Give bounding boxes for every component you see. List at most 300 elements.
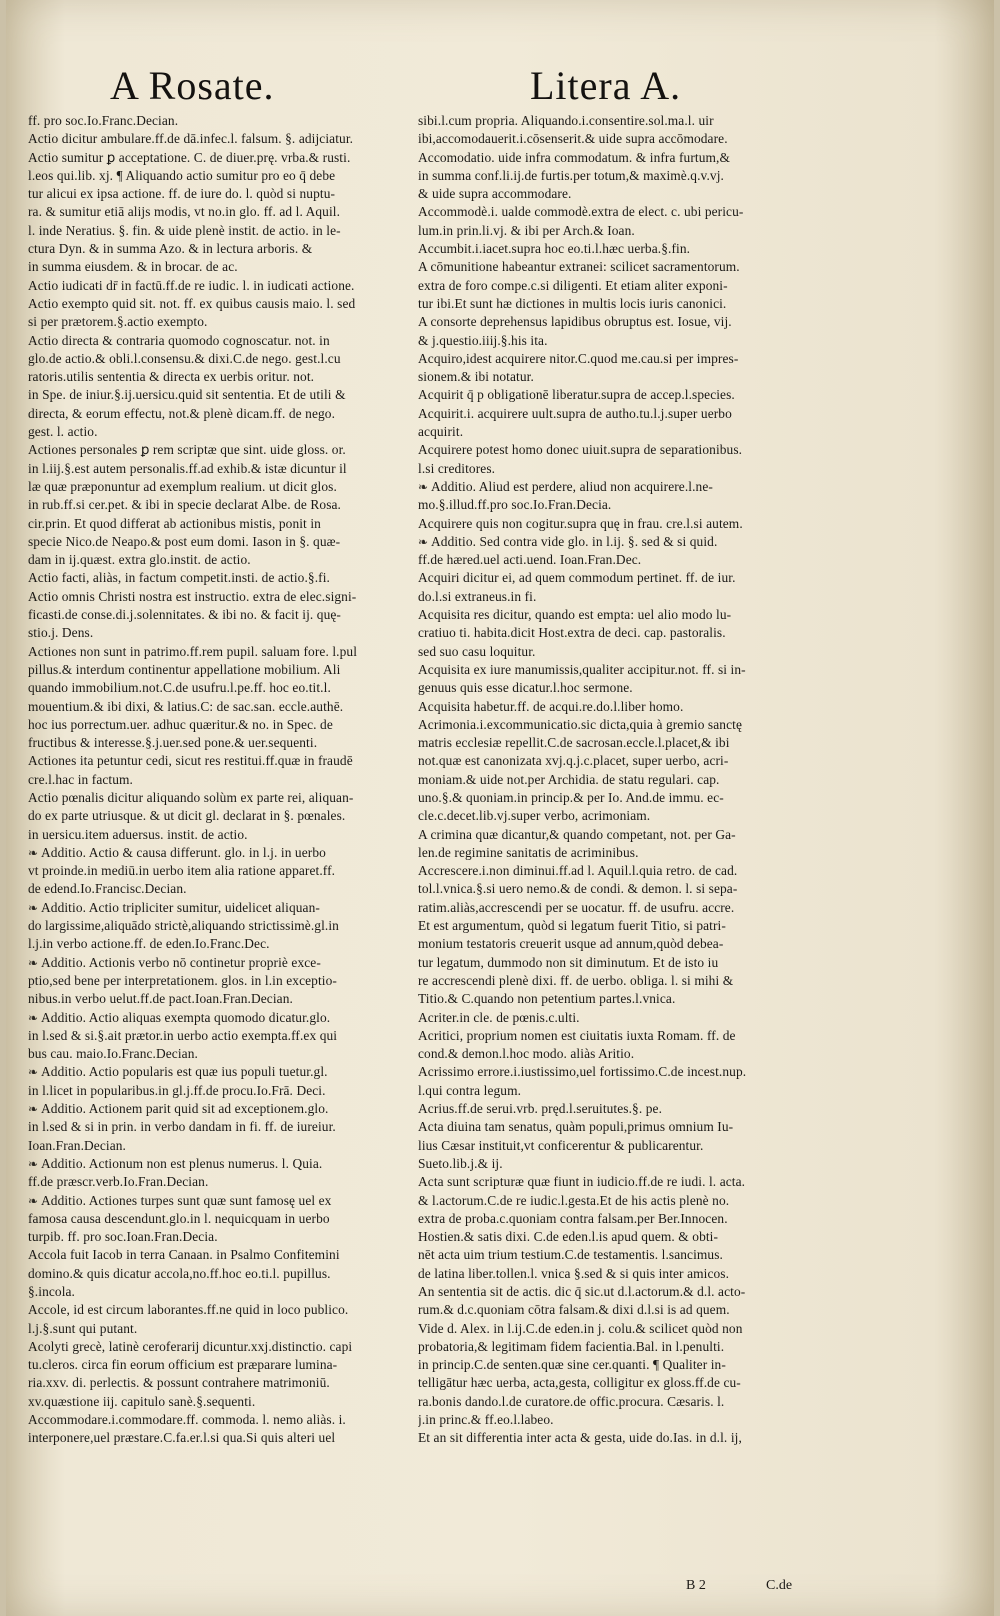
line-text: Accommodare.i.commodare.ff. commoda. l. nemo aliàs. i. (28, 1412, 346, 1428)
fleuron-icon: ❧ (28, 1010, 39, 1025)
text-line (418, 771, 834, 789)
text-line (28, 1374, 414, 1392)
text-line (418, 460, 834, 478)
line-text: lius Cæsar instituit,vt conficerentur & publicarentur. (418, 1137, 704, 1153)
line-text: Vide d. Alex. in l.ij.C.de eden.in j. colu.& scilicet quòd non (418, 1320, 743, 1336)
text-line (418, 1155, 834, 1173)
line-text: tur alicui ex ipsa actione. ff. de iure do. l. quòd si nuptu- (28, 186, 336, 202)
line-text: extra de proba.c.quoniam contra falsam.per Ber.Innocen. (418, 1210, 728, 1226)
text-line (418, 423, 834, 441)
text-line (28, 313, 414, 331)
text-line (418, 679, 834, 697)
text-line (418, 716, 834, 734)
text-line (28, 551, 414, 569)
line-text: Actiones non sunt in patrimo.ff.rem pupil. saluam fore. l.pul (28, 643, 358, 659)
fleuron-icon: ❧ (28, 1193, 39, 1208)
text-line (418, 258, 834, 276)
line-text: tu.cleros. circa fin eorum officium est præparare lumina- (28, 1357, 338, 1373)
line-text: Accrescere.i.non diminui.ff.ad l. Aquil.l.quia retro. de cad. (418, 863, 738, 879)
line-text: vt proinde.in mediū.in uerbo item alia ratione apparet.ff. (28, 863, 336, 879)
line-text: Actio omnis Christi nostra est instructio. extra de elec.signi- (28, 588, 357, 604)
line-text: Additio. Actionum non est plenus numerus. l. Quia. (41, 1155, 323, 1171)
line-text: ratoris.utilis sententia & directa ex uerbis oritur. not. (28, 369, 315, 385)
text-line (28, 643, 414, 661)
line-text: Acrius.ff.de serui.vrb. pręd.l.seruitutes.§. pe. (418, 1101, 663, 1117)
line-text: Additio. Actionis verbo nō continetur propriè exce- (41, 954, 321, 970)
text-line (28, 880, 414, 898)
header-left-title: A Rosate. (110, 63, 275, 108)
text-line (418, 789, 834, 807)
text-line (28, 386, 414, 404)
line-text: genuus quis esse dicatur.l.hoc sermone. (418, 680, 633, 696)
text-line (418, 1374, 834, 1392)
text-line (418, 515, 834, 533)
line-text: telligātur hæc uerba, acta,gesta, colligitur ex gloss.ff.de cu- (418, 1375, 741, 1391)
line-text: glo.de actio.& obli.l.consensu.& dixi.C.de nego. gest.l.cu (28, 350, 341, 366)
text-line (418, 405, 834, 423)
text-line (28, 441, 414, 459)
text-line (418, 935, 834, 953)
line-text: ficasti.de conse.di.j.solennitates. & ibi no. & facit ij. quę- (28, 607, 341, 623)
line-text: Additio. Actiones turpes sunt quæ sunt famosę uel ex (41, 1192, 332, 1208)
text-line (418, 478, 834, 496)
line-text: ptio,sed bene per interpretationem. glos. in l.in exceptio- (28, 972, 337, 988)
line-text: tol.l.vnica.§.si uero nemo.& de condi. & demon. l. si sepa- (418, 881, 738, 897)
text-line (28, 844, 414, 862)
text-line (28, 368, 414, 386)
text-line (28, 588, 414, 606)
text-line (418, 1009, 834, 1027)
text-line (28, 533, 414, 551)
text-line (28, 1283, 414, 1301)
line-text: probatoria,& legitimam fidem facientia.Bal. in l.penulti. (418, 1338, 725, 1354)
text-line (418, 350, 834, 368)
line-text: Et an sit differentia inter acta & gesta, uide do.Ias. in d.l. ij, (418, 1430, 742, 1446)
text-line (28, 1027, 414, 1045)
line-text: Acquirit q̄ p obligationē liberatur.supra de accep.l.species. (418, 387, 735, 403)
text-line (418, 203, 834, 221)
line-text: Actiones personales ꝑ rem scriptæ que sint. uide gloss. or. (28, 442, 346, 458)
line-text: nēt acta uim trium testium.C.de testamentis. l.sancimus. (418, 1247, 723, 1263)
text-line (418, 1301, 834, 1319)
line-text: in uersicu.item aduersus. instit. de actio. (28, 826, 248, 842)
line-text: l.si creditores. (418, 460, 496, 476)
text-line (418, 1210, 834, 1228)
text-line (418, 954, 834, 972)
text-line (28, 789, 414, 807)
fleuron-icon: ❧ (28, 845, 39, 860)
line-text: §.incola. (28, 1284, 76, 1299)
text-line (418, 112, 834, 130)
fleuron-icon: ❧ (28, 955, 39, 970)
line-text: Hostien.& satis dixi. C.de eden.l.is apud quem. & obti- (418, 1229, 719, 1245)
text-line (28, 332, 414, 350)
text-line (418, 1411, 834, 1429)
line-text: ratim.aliàs,accrescendi per se uocatur. ff. de usufru. accre. (418, 899, 735, 915)
text-line (418, 185, 834, 203)
line-text: in summa eiusdem. & in brocar. de ac. (28, 259, 238, 275)
line-text: An sententia sit de actis. dic q̄ sic.ut d.l.actorum.& d.l. acto- (418, 1284, 746, 1299)
line-text: tur ibi.Et sunt hæ dictiones in multis locis iuris canonici. (418, 295, 727, 311)
line-text: & uide supra accommodare. (418, 186, 572, 202)
line-text: ra. & sumitur etiā alijs modis, vt no.in glo. ff. ad l. Aquil. (28, 204, 341, 220)
text-line (28, 515, 414, 533)
right-text-column (418, 112, 834, 1448)
text-line (28, 478, 414, 496)
text-line (418, 222, 834, 240)
line-text: do ex parte utriusque. & ut dicit gl. declarat in §. pœnales. (28, 808, 346, 824)
text-line (418, 899, 834, 917)
left-text-column (28, 112, 414, 1448)
line-text: mouentium.& ibi dixi, & latius.C: de sac.san. eccle.authē. (28, 698, 344, 714)
text-line (28, 1118, 414, 1136)
line-text: interponere,uel præstare.C.fa.er.l.si qua.Si quis alteri uel (28, 1430, 336, 1446)
line-text: & j.questio.iiij.§.his ita. (418, 332, 548, 348)
line-text: in l.sed & si in prin. in verbo dandam in fi. ff. de iureiur. (28, 1119, 336, 1135)
line-text: stio.j. Dens. (28, 625, 94, 641)
text-line (418, 441, 834, 459)
text-line (28, 203, 414, 221)
line-text: tur legatum, dummodo non sit diminutum. Et de isto iu (418, 954, 719, 970)
text-line (418, 661, 834, 679)
text-line (28, 1338, 414, 1356)
text-line (28, 112, 414, 130)
text-line (28, 771, 414, 789)
text-line (418, 917, 834, 935)
text-line (28, 1393, 414, 1411)
text-line (28, 167, 414, 185)
text-line (418, 1100, 834, 1118)
line-text: Acriter.in cle. de pœnis.c.ulti. (418, 1009, 580, 1025)
line-text: do.l.si extraneus.in fi. (418, 588, 537, 604)
line-text: Actio facti, aliàs, in factum competit.insti. de actio.§.fi. (28, 570, 330, 586)
text-line (418, 624, 834, 642)
text-line (28, 1265, 414, 1283)
line-text: Additio. Actio tripliciter sumitur, uidelicet aliquan- (41, 899, 320, 915)
line-text: Accommodè.i. ualde commodè.extra de elect. c. ubi pericu- (418, 204, 744, 220)
text-line (28, 350, 414, 368)
fleuron-icon: ❧ (418, 534, 429, 549)
signature-mark: B 2 (686, 1578, 706, 1593)
text-line (28, 1045, 414, 1063)
line-text: len.de regimine sanitatis de acriminibus. (418, 844, 639, 860)
text-line (418, 606, 834, 624)
text-line (28, 258, 414, 276)
line-text: ra.bonis dando.l.de curatore.de offic.procura. Cæsaris. l. (418, 1393, 725, 1409)
line-text: Acritici, proprium nomen est ciuitatis iuxta Romam. ff. de (418, 1027, 736, 1043)
line-text: pillus.& interdum continentur appellatione mobilium. Ali (28, 661, 341, 677)
text-line (28, 1100, 414, 1118)
text-line (28, 807, 414, 825)
line-text: Accola fuit Iacob in terra Canaan. in Psalmo Confitemini (28, 1247, 340, 1263)
line-text: læ quæ præponuntur ad exemplum realium. ut dicit glos. (28, 478, 337, 494)
line-text: j.in princ.& ff.eo.l.labeo. (418, 1412, 554, 1428)
fleuron-icon: ❧ (418, 479, 429, 494)
text-line (28, 496, 414, 514)
line-text: acquirit. (418, 424, 464, 440)
line-text: ctura Dyn. & in summa Azo. & in lectura arboris. & (28, 241, 313, 257)
line-text: Titio.& C.quando non petentium partes.l.vnica. (418, 991, 676, 1007)
text-line (28, 1246, 414, 1264)
line-text: rum.& d.c.quoniam cōtra falsam.& dixi d.l.si is ad quem. (418, 1302, 730, 1318)
line-text: in l.licet in popularibus.in gl.j.ff.de procu.Io.Frā. Deci. (28, 1082, 326, 1098)
catchword: C.de (766, 1578, 793, 1593)
line-text: Acquirere quis non cogitur.supra quę in frau. cre.l.si autem. (418, 515, 743, 531)
line-text: l.j.§.sunt qui putant. (28, 1320, 138, 1336)
text-line (418, 862, 834, 880)
line-text: do largissime,aliquādo strictè,aliquando strictissimè.gl.in (28, 918, 339, 934)
text-line (28, 862, 414, 880)
text-line (418, 752, 834, 770)
line-text: Actio exempto quid sit. not. ff. ex quibus causis maio. l. sed (28, 295, 356, 311)
line-text: si per prætorem.§.actio exempto. (28, 314, 208, 330)
line-text: cratiuo ti. habita.dicit Host.extra de deci. cap. pastoralis. (418, 625, 726, 641)
text-line (418, 1393, 834, 1411)
text-line (418, 1082, 834, 1100)
line-text: Acolyti grecè, latinè ceroferarij dicuntur.xxj.distinctio. capi (28, 1338, 353, 1354)
text-line (28, 1411, 414, 1429)
text-line (28, 277, 414, 295)
text-line (28, 661, 414, 679)
line-text: Acta diuina tam senatus, quàm populi,primus omnium Iu- (418, 1119, 734, 1135)
text-line (28, 1155, 414, 1173)
text-line (418, 277, 834, 295)
page-footer (686, 1578, 826, 1600)
line-text: Et est argumentum, quòd si legatum fuerit Titio, si patri- (418, 918, 726, 934)
running-header (6, 62, 994, 112)
line-text: Actio pœnalis dicitur aliquando solùm ex parte rei, aliquan- (28, 789, 354, 805)
text-line (418, 990, 834, 1008)
line-text: cle.c.decet.lib.vj.super verbo, acrimoniam. (418, 808, 651, 824)
text-line (28, 460, 414, 478)
text-line (418, 368, 834, 386)
text-line (418, 807, 834, 825)
line-text: specie Nico.de Neapo.& post eum domi. Iason in §. quæ- (28, 533, 341, 549)
line-text: in princip.C.de senten.quæ sine cer.quanti. ¶ Qualiter in- (418, 1357, 726, 1373)
text-line (418, 167, 834, 185)
line-text: mo.§.illud.ff.pro soc.Io.Fran.Decia. (418, 497, 612, 513)
text-line (28, 1210, 414, 1228)
line-text: Actio sumitur ꝑ acceptatione. C. de diuer.prę. vrba.& rusti. (28, 149, 351, 165)
text-line (418, 734, 834, 752)
line-text: in l.sed & si.§.ait prætor.in uerbo actio exempta.ff.ex qui (28, 1027, 338, 1043)
line-text: Additio. Actio & causa differunt. glo. in l.j. in uerbo (41, 844, 326, 860)
fleuron-icon: ❧ (28, 1156, 39, 1171)
text-line (418, 1283, 834, 1301)
text-line (28, 1082, 414, 1100)
line-text: xv.quæstione iij. capitulo sanè.§.sequenti. (28, 1393, 256, 1409)
line-text: Acquirit.i. acquirere uult.supra de autho.tu.l.j.super uerbo (418, 405, 732, 421)
line-text: matris ecclesiæ repellit.C.de sacrosan.eccle.l.placet,& ibi (418, 735, 730, 751)
line-text: A consorte deprehensus lapidibus obruptus est. Iosue, vij. (418, 314, 732, 330)
text-line (28, 679, 414, 697)
text-line (418, 972, 834, 990)
line-text: ff.de hæred.uel acti.uend. Ioan.Fran.Dec. (418, 552, 642, 568)
line-text: not.quæ est canonizata xvj.q.j.c.placet, super uerbo, acri- (418, 753, 729, 769)
text-line (28, 990, 414, 1008)
text-line (418, 1137, 834, 1155)
line-text: Acquisita ex iure manumissis,qualiter accipitur.not. ff. si in- (418, 661, 746, 677)
line-text: l.j.in verbo actione.ff. de eden.Io.Franc.Dec. (28, 936, 270, 952)
line-text: Actio directa & contraria quomodo cognoscatur. not. in (28, 332, 330, 348)
line-text: in rub.ff.si cer.pet. & ibi in specie declarat Albe. de Rosa. (28, 497, 342, 513)
text-line (418, 496, 834, 514)
text-line (418, 1063, 834, 1081)
text-line (418, 240, 834, 258)
text-line (418, 826, 834, 844)
line-text: Accomodatio. uide infra commodatum. & infra furtum,& (418, 149, 730, 165)
text-line (28, 935, 414, 953)
text-line (28, 972, 414, 990)
text-line (418, 1045, 834, 1063)
text-line (418, 844, 834, 862)
line-text: de edend.Io.Francisc.Decian. (28, 881, 187, 897)
line-text: re accrescendi plenè dixi. ff. de uerbo. obliga. l. si mihi & (418, 972, 734, 988)
text-line (28, 698, 414, 716)
line-text: cre.l.hac in factum. (28, 771, 133, 787)
line-text: Additio. Sed contra vide glo. in l.ij. §. sed & si quid. (431, 533, 718, 549)
line-text: turpib. ff. pro soc.Ioan.Fran.Decia. (28, 1229, 218, 1245)
line-text: A crimina quæ dicantur,& quando competant, not. per Ga- (418, 826, 736, 842)
text-line (418, 643, 834, 661)
text-line (28, 917, 414, 935)
line-text: sibi.l.cum propria. Aliquando.i.consentire.sol.ma.l. uir (418, 113, 714, 128)
line-text: cir.prin. Et quod differat ab actionibus mistis, ponit in (28, 515, 321, 531)
text-line (418, 149, 834, 167)
line-text: domino.& quis dicatur accola,no.ff.hoc eo.ti.l. pupillus. (28, 1265, 331, 1281)
line-text: ibi,accomodauerit.i.cōsenserit.& uide supra accōmodare. (418, 131, 728, 147)
line-text: in Spe. de iniur.§.ij.uersicu.quid sit sententia. Et de utili & (28, 387, 346, 403)
book-page (6, 0, 994, 1616)
line-text: moniam.& uide not.per Archidia. de statu regulari. cap. (418, 771, 720, 787)
line-text: Additio. Actionem parit quid sit ad exceptionem.glo. (41, 1101, 329, 1117)
line-text: ff. pro soc.Io.Franc.Decian. (28, 113, 179, 128)
line-text: fructibus & interesse.§.j.uer.sed pone.& uer.sequenti. (28, 735, 318, 751)
line-text: & l.actorum.C.de re iudic.l.gesta.Et de his actis plenè no. (418, 1192, 730, 1208)
text-line (418, 130, 834, 148)
text-line (28, 826, 414, 844)
line-text: Ioan.Fran.Decian. (28, 1137, 126, 1153)
text-line (418, 1192, 834, 1210)
text-line (28, 1356, 414, 1374)
text-line (28, 423, 414, 441)
line-text: sed suo casu loquitur. (418, 643, 536, 659)
line-text: monium testatoris creuerit usque ad annum,quòd debea- (418, 936, 724, 952)
line-text: l.qui contra legum. (418, 1082, 522, 1098)
fleuron-icon: ❧ (28, 900, 39, 915)
line-text: ff.de præscr.verb.Io.Fran.Decian. (28, 1174, 209, 1190)
text-line (418, 1173, 834, 1191)
text-line (28, 240, 414, 258)
line-text: de latina liber.tollen.l. vnica §.sed & si quis inter amicos. (418, 1265, 730, 1281)
line-text: dam in ij.quæst. extra glo.instit. de actio. (28, 552, 251, 568)
text-line (28, 1320, 414, 1338)
line-text: Acquiro,idest acquirere nitor.C.quod me.cau.si per impres- (418, 350, 739, 366)
text-line (418, 332, 834, 350)
text-line (418, 1118, 834, 1136)
text-line (418, 1429, 834, 1447)
line-text: Acquiri dicitur ei, ad quem commodum pertinet. ff. de iur. (418, 570, 736, 586)
line-text: Actio iudicati dr̄ in factū.ff.de re iudic. l. in iudicati actione. (28, 277, 355, 293)
line-text: l.eos qui.lib. xj. ¶ Aliquando actio sumitur pro eo q̄ debe (28, 167, 336, 183)
line-text: in l.iij.§.est autem personalis.ff.ad exhib.& istæ dicuntur il (28, 460, 347, 476)
text-line (28, 1301, 414, 1319)
text-line (418, 1228, 834, 1246)
text-line (28, 624, 414, 642)
text-line (28, 1173, 414, 1191)
fleuron-icon: ❧ (28, 1065, 39, 1080)
line-text: Additio. Aliud est perdere, aliud non acquirere.l.ne- (431, 478, 713, 494)
line-text: Acta sunt scripturæ quæ fiunt in iudicio.ff.de re iudi. l. acta. (418, 1174, 746, 1190)
text-line (28, 1429, 414, 1447)
text-line (28, 569, 414, 587)
line-text: extra de foro compe.c.si diligenti. Et etiam aliter exponi- (418, 277, 728, 293)
line-text: uno.§.& quoniam.in princip.& per Io. And.de immu. ec- (418, 789, 724, 805)
text-line (28, 606, 414, 624)
line-text: Acrissimo errore.i.iustissimo,uel fortissimo.C.de incest.nup. (418, 1064, 747, 1080)
text-line (28, 185, 414, 203)
line-text: gest. l. actio. (28, 424, 98, 440)
line-text: Sueto.lib.j.& ij. (418, 1155, 503, 1171)
line-text: Acquisita habetur.ff. de acqui.re.do.l.liber homo. (418, 698, 684, 714)
text-line (418, 1320, 834, 1338)
line-text: ria.xxv. di. perlectis. & possunt contrahere matrimoniū. (28, 1375, 330, 1391)
text-line (28, 734, 414, 752)
text-line (28, 1063, 414, 1081)
line-text: nibus.in verbo uelut.ff.de pact.Ioan.Fran.Decian. (28, 991, 293, 1007)
line-text: famosa causa descendunt.glo.in l. nequicquam in uerbo (28, 1210, 330, 1226)
line-text: quando immobilium.not.C.de usufru.l.pe.ff. hoc eo.tit.l. (28, 680, 331, 696)
text-line (28, 405, 414, 423)
line-text: Acquirere potest homo donec uiuit.supra de separationibus. (418, 442, 743, 458)
text-line (28, 954, 414, 972)
line-text: in summa conf.li.ij.de furtis.per totum,& maximè.q.v.vj. (418, 167, 724, 183)
text-line (418, 880, 834, 898)
text-line (28, 1137, 414, 1155)
text-line (418, 588, 834, 606)
text-line (28, 752, 414, 770)
text-line (28, 716, 414, 734)
text-line (418, 1027, 834, 1045)
text-line (418, 1356, 834, 1374)
text-line (28, 1009, 414, 1027)
text-line (28, 295, 414, 313)
line-text: Acquisita res dicitur, quando est empta: uel alio modo lu- (418, 607, 732, 623)
text-line (28, 899, 414, 917)
header-right-title: Litera A. (530, 63, 682, 108)
text-line (418, 1246, 834, 1264)
text-line (418, 1338, 834, 1356)
line-text: Additio. Actio popularis est quæ ius populi tuetur.gl. (41, 1064, 328, 1080)
text-line (28, 222, 414, 240)
text-line (28, 1228, 414, 1246)
line-text: A cōmunitione habeantur extranei: scilicet sacramentorum. (418, 259, 740, 275)
line-text: cond.& demon.l.hoc modo. aliàs Aritio. (418, 1046, 635, 1062)
text-line (28, 130, 414, 148)
text-line (418, 569, 834, 587)
line-text: Accumbit.i.iacet.supra hoc eo.ti.l.hæc uerba.§.fin. (418, 241, 691, 257)
line-text: Actio dicitur ambulare.ff.de dā.infec.l. falsum. §. adijciatur. (28, 131, 354, 147)
line-text: hoc ius porrectum.uer. adhuc quæritur.& no. in Spec. de (28, 716, 333, 732)
line-text: bus cau. maio.Io.Franc.Decian. (28, 1046, 198, 1062)
text-line (418, 313, 834, 331)
text-line (418, 551, 834, 569)
text-line (418, 698, 834, 716)
fleuron-icon: ❧ (28, 1102, 39, 1117)
line-text: sionem.& ibi notatur. (418, 369, 534, 385)
text-line (418, 533, 834, 551)
line-text: Additio. Actio aliquas exempta quomodo dicatur.glo. (41, 1009, 331, 1025)
